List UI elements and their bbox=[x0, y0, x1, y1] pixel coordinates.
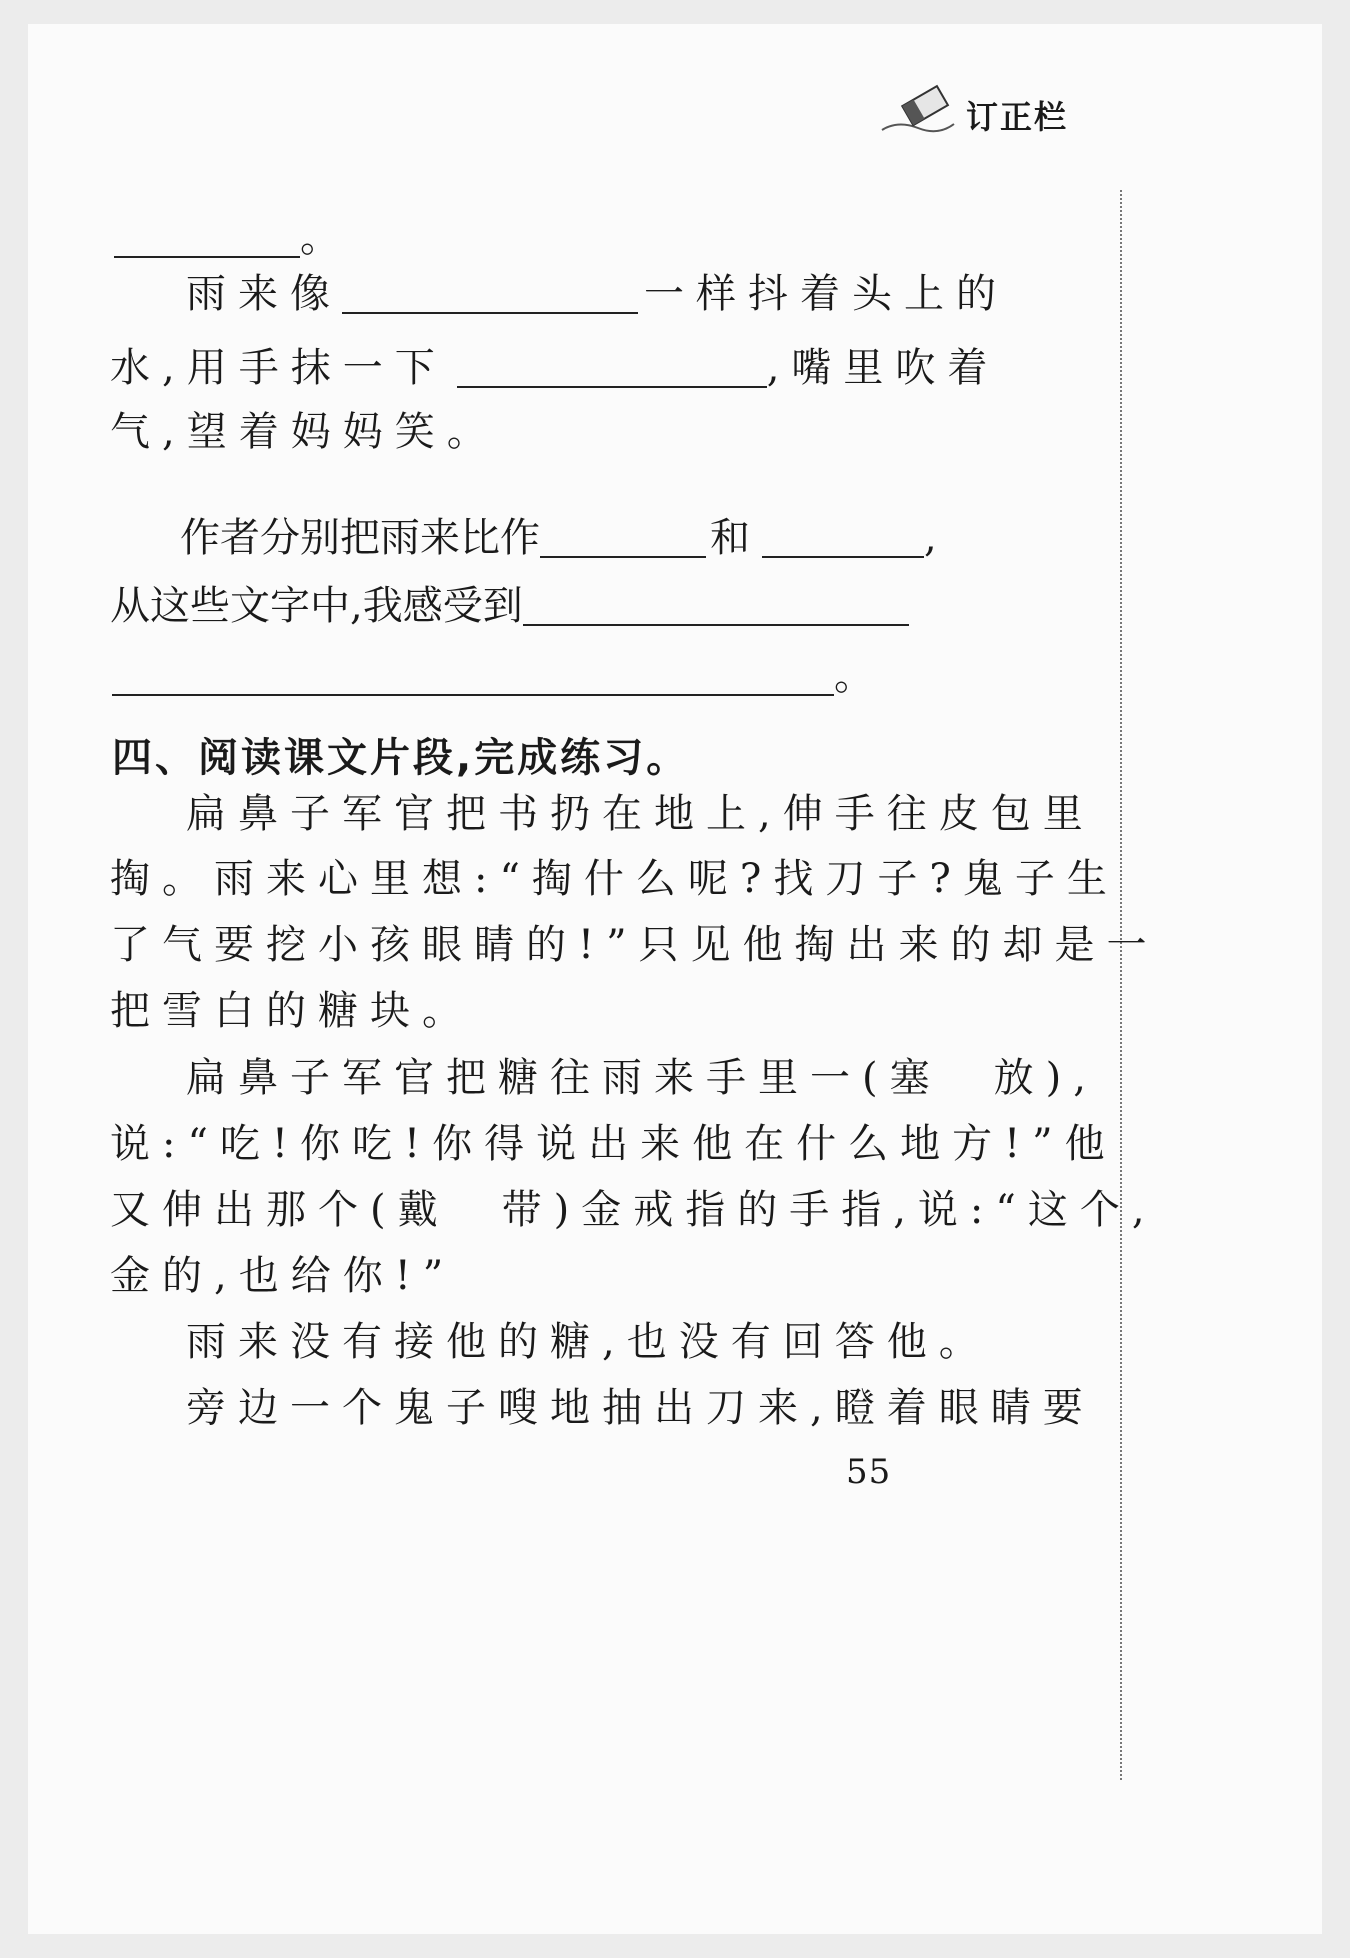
blank-1[interactable] bbox=[114, 216, 300, 258]
text-and: 和 bbox=[710, 515, 762, 561]
text-comma: , bbox=[924, 515, 949, 561]
correction-column-label: 订正栏 bbox=[966, 98, 1069, 136]
blank-4[interactable] bbox=[540, 516, 706, 558]
correction-column-header bbox=[878, 76, 1088, 146]
passage-line: 金的,也给你!” bbox=[110, 1253, 456, 1299]
blank-2[interactable] bbox=[342, 272, 638, 314]
sentence-line-2 bbox=[186, 271, 1008, 317]
section-4-heading: 四、阅读课文片段,完成练习。 bbox=[112, 735, 690, 781]
line-end-period: 。 bbox=[834, 653, 886, 699]
line1-end: 。 bbox=[300, 215, 352, 261]
correction-margin-divider bbox=[1120, 190, 1122, 1780]
passage-line: 旁边一个鬼子嗖地抽出刀来,瞪着眼睛要 bbox=[186, 1385, 1095, 1431]
answer-line-1 bbox=[114, 215, 352, 261]
blank-5[interactable] bbox=[762, 516, 924, 558]
blank-7[interactable] bbox=[112, 654, 834, 696]
passage-line: 扁鼻子军官把书扔在地上,伸手往皮包里 bbox=[186, 791, 1095, 837]
passage-line: 说:“吃!你吃!你得说出来他在什么地方!”他 bbox=[110, 1121, 1117, 1167]
sentence-line-3 bbox=[110, 345, 1000, 391]
sentence-line-4: 气,望着妈妈笑。 bbox=[110, 409, 499, 455]
blank-6[interactable] bbox=[523, 584, 909, 626]
question-line-2 bbox=[110, 583, 909, 629]
text-author-compare: 作者分别把雨来比作 bbox=[180, 515, 540, 561]
question-line-1 bbox=[180, 515, 949, 561]
passage-line: 把雪白的糖块。 bbox=[110, 988, 474, 1034]
page-number: 55 bbox=[846, 1452, 892, 1492]
passage-line-choice-1: 扁鼻子军官把糖往雨来手里一(塞 放), bbox=[186, 1055, 1098, 1101]
text-yulai-like: 雨来像 bbox=[186, 271, 342, 317]
passage-line-choice-2: 又伸出那个(戴 带)金戒指的手指,说:“这个, bbox=[110, 1187, 1157, 1233]
text-blow-mouth: ,嘴里吹着 bbox=[766, 345, 1000, 391]
text-shake-head: 一样抖着头上的 bbox=[644, 271, 1008, 317]
question-line-3 bbox=[112, 653, 886, 699]
text-wipe-hand: 水,用手抹一下 bbox=[110, 345, 447, 391]
eraser-icon bbox=[878, 80, 958, 140]
passage-line: 了气要挖小孩眼睛的!”只见他掏出来的却是一 bbox=[110, 922, 1159, 968]
passage-line: 掏。雨来心里想:“掏什么呢?找刀子?鬼子生 bbox=[110, 856, 1119, 902]
workbook-page bbox=[28, 24, 1322, 1934]
blank-3[interactable] bbox=[457, 346, 767, 388]
passage-line: 雨来没有接他的糖,也没有回答他。 bbox=[186, 1319, 991, 1365]
text-feel: 从这些文字中,我感受到 bbox=[110, 583, 523, 629]
